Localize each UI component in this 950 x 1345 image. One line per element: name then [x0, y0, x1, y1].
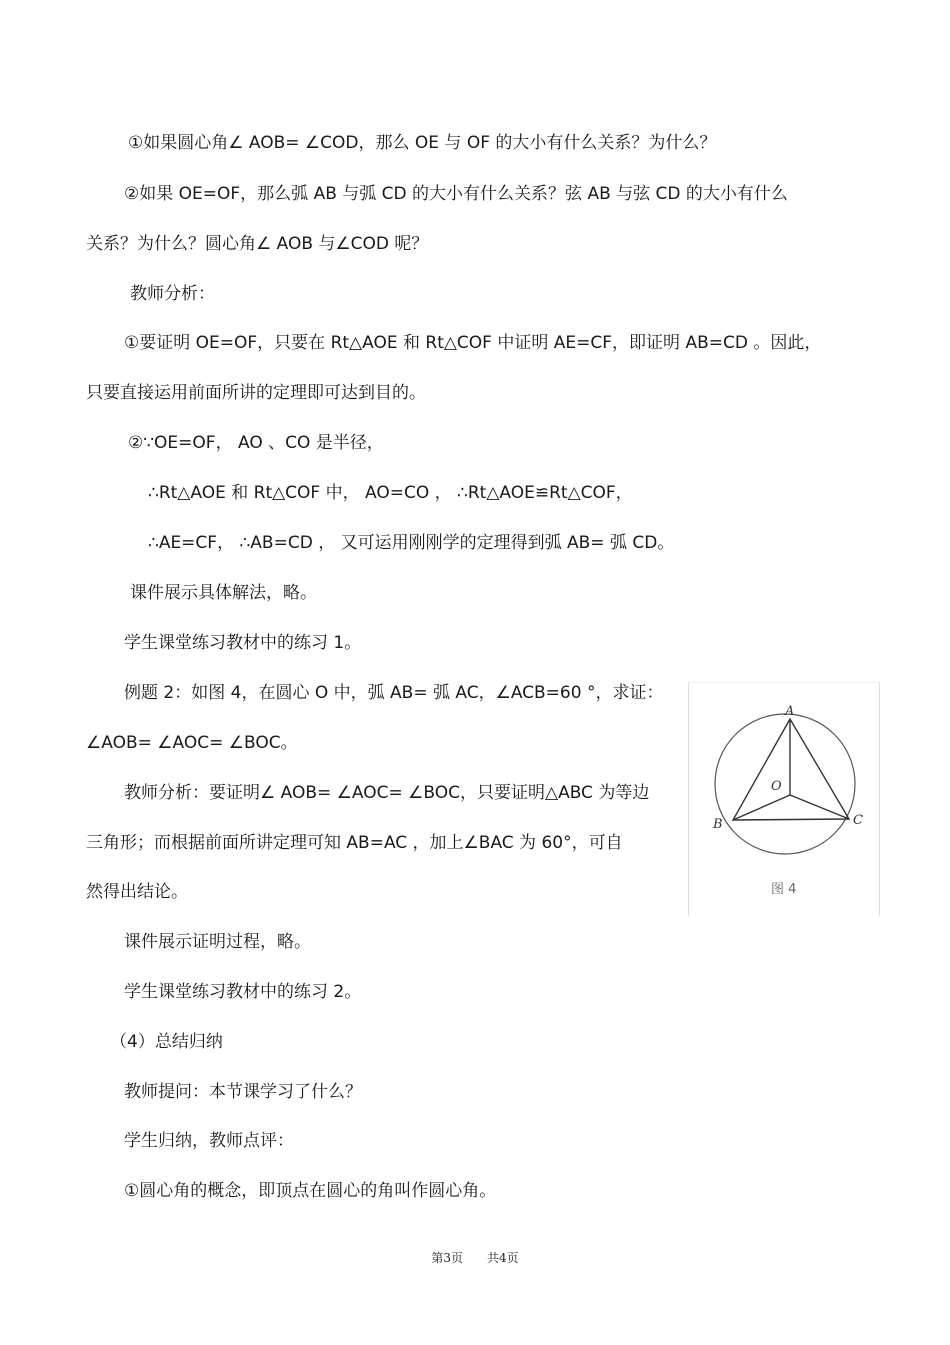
- analysis-2-line-2: ∴Rt△AOE 和 Rt△COF 中， AO=CO ， ∴Rt△AOE≌Rt△COF，: [148, 483, 633, 503]
- circle-outline: [715, 714, 855, 854]
- example-2-analysis-line-3: 然得出结论。: [86, 882, 188, 902]
- paragraph-courseware-solution: 课件展示具体解法，略。: [130, 583, 317, 603]
- segment-ob: [733, 795, 790, 820]
- paragraph-courseware-proof: 课件展示证明过程，略。: [124, 932, 311, 952]
- figure-caption: 图 4: [771, 882, 797, 897]
- page-total: 共4页: [487, 1251, 519, 1265]
- circle-triangle-diagram: [689, 683, 879, 916]
- page-number: 第3页: [431, 1251, 463, 1265]
- page-footer: [0, 1249, 950, 1266]
- question-2-line-1: ②如果 OE=OF，那么弧 AB 与弧 CD 的大小有什么关系？弦 AB 与弦 CD 的大小有什么: [124, 184, 788, 204]
- label-a: A: [785, 704, 795, 719]
- example-2-line-1: 例题 2：如图 4，在圆心 O 中，弧 AB= 弧 AC，∠ACB=60 °，求证：: [124, 683, 664, 703]
- analysis-2-line-1: ②∵OE=OF， AO 、CO 是半径，: [128, 433, 384, 453]
- analysis-2-line-3: ∴AE=CF， ∴AB=CD ， 又可运用刚刚学的定理得到弧 AB= 弧 CD。: [148, 533, 675, 553]
- label-b: B: [713, 817, 723, 832]
- example-2-analysis-line-1: 教师分析：要证明∠ AOB= ∠AOC= ∠BOC，只要证明△ABC 为等边: [124, 783, 650, 803]
- section-summary-heading: （4）总结归纳: [110, 1032, 223, 1052]
- label-o: O: [771, 779, 782, 794]
- example-2-analysis-line-2: 三角形；而根据前面所讲定理可知 AB=AC ，加上∠BAC 为 60°，可自: [86, 833, 623, 853]
- paragraph-exercise-2: 学生课堂练习教材中的练习 2。: [124, 982, 362, 1002]
- question-2-line-2: 关系？为什么？圆心角∠ AOB 与∠COD 呢？: [86, 234, 429, 254]
- teacher-analysis-heading: 教师分析：: [130, 284, 215, 304]
- paragraph-exercise-1: 学生课堂练习教材中的练习 1。: [124, 633, 362, 653]
- question-1: ①如果圆心角∠ AOB= ∠COD，那么 OE 与 OF 的大小有什么关系？为什么？: [128, 133, 717, 153]
- paragraph-teacher-question: 教师提问：本节课学习了什么？: [124, 1082, 362, 1102]
- figure-4: [688, 682, 880, 916]
- triangle-abc: [733, 719, 849, 820]
- label-c: C: [853, 813, 863, 828]
- paragraph-central-angle-concept: ①圆心角的概念，即顶点在圆心的角叫作圆心角。: [124, 1181, 497, 1201]
- segment-oc: [790, 795, 849, 819]
- analysis-1-line-1: ①要证明 OE=OF，只要在 Rt△AOE 和 Rt△COF 中证明 AE=CF，即证明 AB=CD 。因此，: [124, 333, 822, 353]
- analysis-1-line-2: 只要直接运用前面所讲的定理即可达到目的。: [86, 383, 426, 403]
- paragraph-student-summary: 学生归纳，教师点评：: [124, 1131, 294, 1151]
- example-2-line-2: ∠AOB= ∠AOC= ∠BOC。: [86, 733, 298, 753]
